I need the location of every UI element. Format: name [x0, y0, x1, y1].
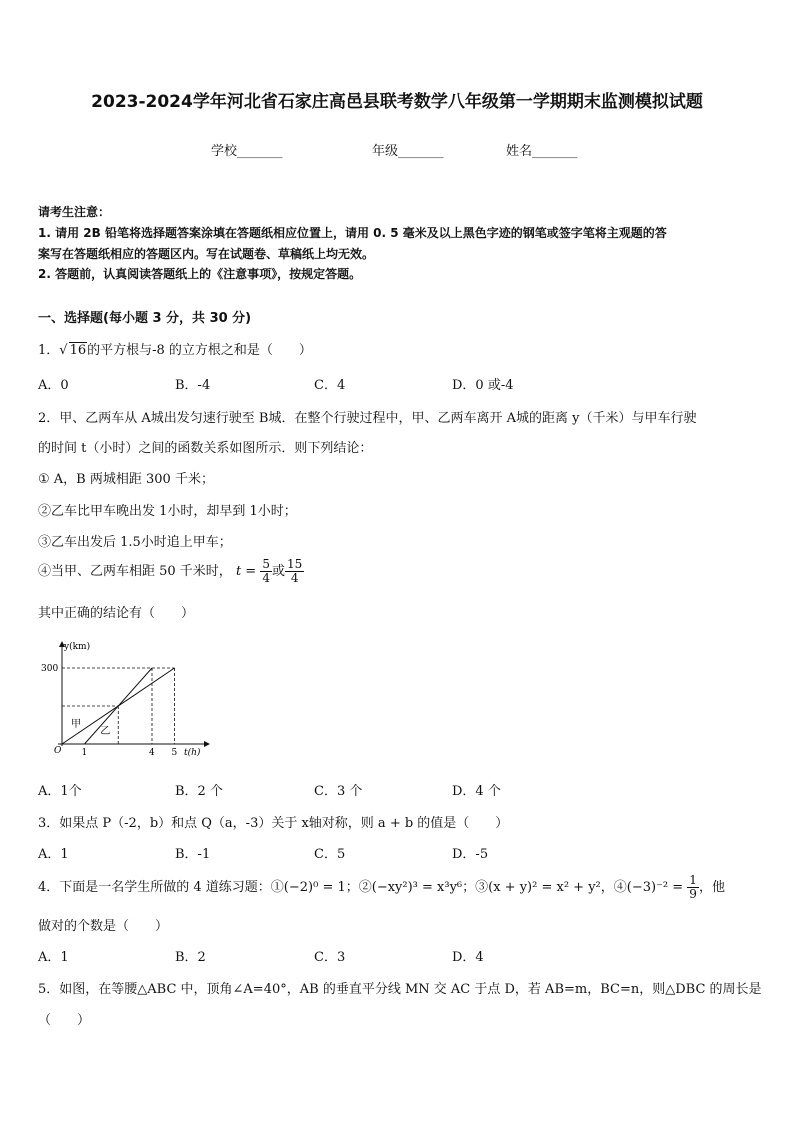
- q4-option-c[interactable]: C．3: [314, 950, 346, 965]
- q2-question: 其中正确的结论有（ ）: [38, 606, 195, 621]
- q2-option-c[interactable]: C．3 个: [314, 784, 363, 799]
- q4-option-b[interactable]: B．2: [175, 950, 206, 965]
- x-tick-5: 5: [171, 748, 178, 758]
- q4-line-1: [38, 874, 725, 901]
- section-heading: 一、选择题(每小题 3 分，共 30 分): [38, 311, 252, 326]
- school-field[interactable]: 学校_______: [211, 144, 283, 159]
- origin-label: O: [54, 746, 62, 756]
- q1-text: 的平方根与-8 的立方根之和是（ ）: [87, 343, 312, 358]
- q4-line-2: 做对的个数是（ ）: [38, 919, 169, 934]
- fraction-15-4: $\frac{15}{4}$: [287, 557, 303, 585]
- x-tick-1: 1: [81, 748, 88, 758]
- q4-text: 4．下面是一名学生所做的 4 道练习题：①(−2)⁰ = 1；②(−xy²)³ = x³y⁶；③(x + y)² = x² + y²，④(−3)⁻² =: [38, 880, 684, 895]
- q2-c4-prefix: ④当甲、乙两车相距 50 千米时，: [38, 564, 232, 579]
- q2-conclusion-3: ③乙车出发后 1.5小时追上甲车；: [38, 535, 232, 550]
- q3-option-b[interactable]: B．-1: [175, 847, 211, 862]
- q4-line-1-end: ，他: [698, 880, 725, 895]
- q2-line-1: 2．甲、乙两车从 A城出发匀速行驶至 B城．在整个行驶过程中，甲、乙两车离开 A城的距离 y（千米）与甲车行驶: [38, 411, 697, 426]
- series-label-yi: 乙: [100, 726, 111, 737]
- q1-option-d[interactable]: D．0 或-4: [452, 378, 514, 393]
- q5-line-2: （ ）: [38, 1013, 91, 1028]
- q1-radicand: 16: [69, 343, 87, 358]
- notice-heading: 请考生注意：: [38, 205, 111, 219]
- q2-option-b[interactable]: B．2 个: [175, 784, 223, 799]
- q2-conclusion-2: ②乙车比甲车晚出发 1小时，却早到 1小时；: [38, 504, 297, 519]
- q3-option-a[interactable]: A．1: [38, 847, 69, 862]
- exam-title: 2023-2024学年河北省石家庄高邑县联考数学八年级第一学期期末监测模拟试题: [91, 92, 703, 112]
- q2-c4-or: 或: [271, 564, 285, 579]
- y-axis-label: y(km): [64, 642, 91, 652]
- x-tick-4: 4: [149, 748, 155, 758]
- q3-option-c[interactable]: C．5: [314, 847, 346, 862]
- sqrt-sign: √: [59, 343, 68, 358]
- q4-option-a[interactable]: A．1: [38, 950, 69, 965]
- y-tick-300: 300: [41, 664, 59, 674]
- q2-line-2: 的时间 t（小时）之间的函数关系如图所示．则下列结论：: [38, 441, 373, 456]
- q5-line-1: 5．如图，在等腰△ABC 中，顶角∠A=40°，AB 的垂直平分线 MN 交 AC 于点 D，若 AB=m，BC=n，则△DBC 的周长是: [38, 982, 762, 997]
- q1-option-c[interactable]: C．4: [314, 378, 346, 393]
- q2-option-d[interactable]: D．4 个: [452, 784, 501, 799]
- notice-line-1a: 1. 请用 2B 铅笔将选择题答案涂填在答题纸相应位置上，请用 0. 5 毫米及以上黑色字迹的钢笔或签字笔将主观题的答: [38, 226, 667, 240]
- fraction-1-9: $\frac{1}{9}$: [689, 873, 697, 901]
- q2-conclusion-4: [38, 558, 304, 585]
- q4-option-d[interactable]: D．4: [452, 950, 484, 965]
- grade-field[interactable]: 年级_______: [372, 144, 444, 159]
- question-1: [38, 339, 312, 358]
- x-axis-label: t(h): [184, 748, 201, 758]
- q1-option-b[interactable]: B．-4: [175, 378, 211, 393]
- series-label-jia: 甲: [71, 719, 81, 730]
- notice-line-2: 2. 答题前，认真阅读答题纸上的《注意事项》，按规定答题。: [38, 267, 362, 281]
- q2-conclusion-1: ① A，B 两城相距 300 千米；: [38, 472, 214, 487]
- notice-line-1b: 案写在答题纸相应的答题区内。写在试题卷、草稿纸上均无效。: [38, 247, 375, 261]
- distance-time-chart: [38, 640, 213, 758]
- question-3: 3．如果点 P（-2，b）和点 Q（a，-3）关于 x轴对称，则 a + b 的值是（ ）: [38, 816, 509, 831]
- q2-c4-t: t =: [235, 564, 257, 579]
- x-axis-arrow: [204, 741, 210, 747]
- q1-prefix: 1．: [38, 343, 60, 358]
- q3-option-d[interactable]: D．-5: [452, 847, 489, 862]
- name-field[interactable]: 姓名_______: [506, 144, 578, 159]
- fraction-5-4: $\frac{5}{4}$: [262, 557, 270, 585]
- q2-option-a[interactable]: A．1个: [38, 784, 82, 799]
- q1-option-a[interactable]: A．0: [38, 378, 69, 393]
